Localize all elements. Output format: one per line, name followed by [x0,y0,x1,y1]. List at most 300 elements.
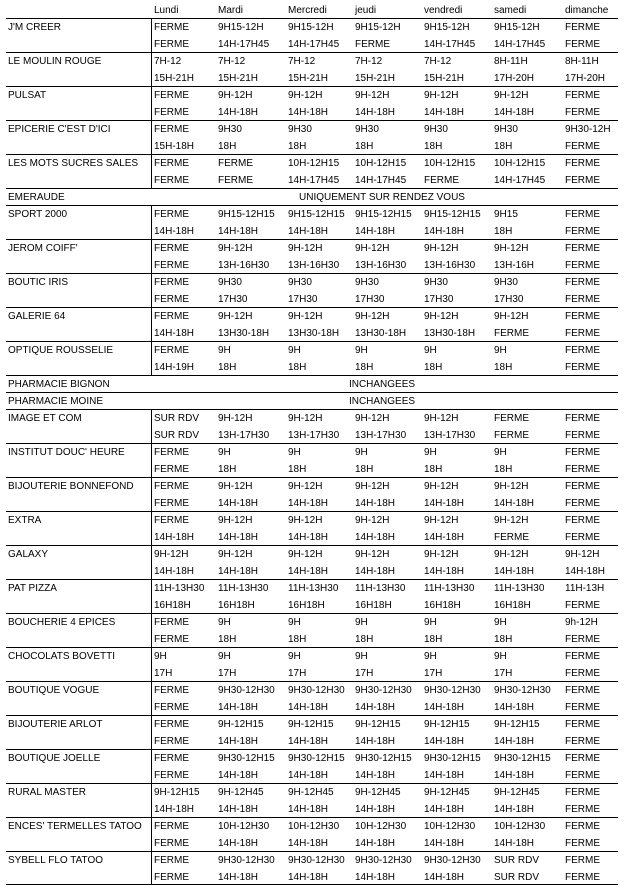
name-divider [151,478,152,511]
hours-cell: FERME [565,668,600,679]
hours-cell: 17H [494,668,513,679]
hours-cell: 14H-18H [565,566,606,577]
hours-cell: 9H-12H [424,90,459,101]
hours-cell: 17H30 [494,294,524,305]
hours-cell: 9H [494,617,507,628]
hours-cell: 15H-21H [424,73,465,84]
name-divider [151,240,152,273]
hours-cell: FERME [154,243,189,254]
day-header-0: Lundi [154,5,179,16]
hours-cell: 14H-18H [218,872,259,883]
hours-cell: 9H [218,447,231,458]
hours-cell: 17H [424,668,443,679]
shop-row [6,681,618,715]
hours-cell: 9H [355,651,368,662]
hours-cell: FERME [565,22,600,33]
hours-cell: 8H-11H [565,56,599,67]
hours-cell: 9H-12H [494,311,529,322]
hours-cell: 9H-12H [355,90,390,101]
shop-name: GALAXY [8,549,49,560]
hours-cell: 9H15-12H [494,22,540,33]
hours-cell: 14H-18H [494,770,535,781]
hours-cell: 9H [154,651,167,662]
hours-cell: FERME [154,685,189,696]
hours-cell: FERME [565,787,600,798]
hours-cell: 14H-18H [288,226,329,237]
hours-cell: 15H-21H [355,73,396,84]
shop-name: SYBELL FLO TATOO [8,855,104,866]
hours-cell: 9H15-12H [424,22,470,33]
day-header-5: samedi [494,5,527,16]
hours-cell: 9H [218,617,231,628]
hours-cell: 13H-16H30 [218,260,270,271]
hours-cell: 9H30-12H30 [424,855,481,866]
hours-cell: 17H30 [424,294,454,305]
shop-name: IMAGE ET COM [8,413,82,424]
day-header-4: vendredi [424,5,463,16]
shop-row [6,851,618,885]
hours-cell: FERME [565,362,600,373]
hours-cell: FERME [154,124,189,135]
hours-cell: 14H-18H [424,226,465,237]
shop-name: BOUTIQUE JOELLE [8,753,101,764]
hours-cell: 9H15-12H15 [288,209,345,220]
hours-cell: 18H [288,362,307,373]
shop-row [6,613,618,647]
name-divider [151,410,152,443]
hours-cell: 10H-12H15 [288,158,340,169]
hours-cell: 11H-13H30 [355,583,406,594]
hours-cell: 9H-12H [424,413,459,424]
hours-cell: 9H-12H [288,90,323,101]
hours-cell: 13H-17H30 [355,430,407,441]
hours-cell: 9H-12H [494,90,529,101]
hours-cell: FERME [154,447,189,458]
hours-cell: 9H-12H15 [355,719,401,730]
name-divider [151,580,152,613]
hours-cell: FERME [154,277,189,288]
hours-cell: 9H15 [494,209,518,220]
hours-cell: 7H-12 [288,56,316,67]
name-divider [151,546,152,579]
hours-cell: 14H-18H [288,804,329,815]
hours-cell: 9H [355,345,368,356]
hours-cell: FERME [565,209,600,220]
hours-cell: 18H [424,634,443,645]
hours-cell: 9H-12H45 [494,787,540,798]
hours-cell: 9H30-12H30 [355,685,412,696]
hours-cell: FERME [154,770,189,781]
hours-cell: FERME [355,39,390,50]
hours-cell: 9H-12H [424,549,459,560]
hours-cell: 14H-18H [154,226,195,237]
shop-row [6,409,618,443]
hours-cell: 9H15-12H15 [218,209,275,220]
shop-name: BIJOUTERIE ARLOT [8,719,103,730]
shop-row [6,307,618,341]
day-header-2: Mercredi [288,5,327,16]
hours-cell: 18H [494,464,513,475]
hours-cell: FERME [218,158,253,169]
hours-cell: 14H-18H [218,107,259,118]
hours-cell: 9H15-12H15 [355,209,412,220]
shop-row [6,715,618,749]
hours-cell: 9H30-12H30 [355,855,412,866]
shop-name: PHARMACIE BIGNON [8,379,110,390]
hours-cell: 9H-12H45 [355,787,401,798]
hours-cell: 18H [355,362,374,373]
hours-cell: FERME [154,719,189,730]
hours-cell: 14H-18H [424,566,465,577]
hours-cell: 9H30 [218,124,242,135]
hours-cell: 9H-12H [355,515,390,526]
hours-cell: FERME [565,804,600,815]
hours-cell: 15H-18H [154,141,195,152]
hours-cell: 9H-12H [355,243,390,254]
hours-cell: 9H30 [288,124,312,135]
shop-note: UNIQUEMENT SUR RENDEZ VOUS [299,192,465,203]
hours-cell: 9H30-12H30 [288,685,345,696]
name-divider [151,784,152,817]
hours-cell: 9H [424,447,437,458]
name-divider [151,274,152,307]
hours-cell: 11H-13H30 [424,583,475,594]
hours-cell: 9H15-12H [355,22,401,33]
hours-cell: FERME [154,753,189,764]
shop-row [6,783,618,817]
hours-cell: 18H [494,634,513,645]
hours-cell: 14H-18H [355,872,396,883]
hours-cell: 13H-17H30 [288,430,340,441]
hours-cell: 7H-12 [424,56,452,67]
hours-cell: FERME [565,413,600,424]
hours-cell: 11H-13H30 [218,583,269,594]
hours-cell: 9H-12H [218,515,253,526]
shop-row [6,392,618,409]
hours-cell: FERME [154,498,189,509]
hours-cell: FERME [565,753,600,764]
hours-cell: 9H-12H [424,311,459,322]
hours-cell: 9H [288,345,301,356]
hours-cell: 14H-18H [218,838,259,849]
hours-cell: 9H-12H [494,243,529,254]
hours-cell: 13H-16H30 [355,260,407,271]
hours-cell: 9H-12H [424,243,459,254]
hours-cell: 10H-12H15 [424,158,476,169]
shop-row [6,273,618,307]
hours-cell: 9H-12H [288,481,323,492]
hours-cell: FERME [154,90,189,101]
hours-cell: 14H-18H [288,702,329,713]
hours-cell: 13H-16H30 [424,260,476,271]
hours-cell: 17H [288,668,307,679]
name-divider [151,87,152,120]
shop-name: LE MOULIN ROUGE [8,56,102,67]
name-divider [151,19,152,52]
hours-cell: 9H-12H45 [218,787,264,798]
hours-cell: 14H-17H45 [288,39,340,50]
hours-cell: 8H-11H [494,56,528,67]
hours-cell: 14H-18H [424,770,465,781]
hours-cell: FERME [494,532,529,543]
shop-row [6,749,618,783]
hours-cell: 9H [424,345,437,356]
hours-cell: 14H-17H45 [424,39,476,50]
hours-cell: 14H-17H45 [288,175,340,186]
shop-row [6,817,618,851]
hours-cell: FERME [565,498,600,509]
hours-cell: 9H30 [494,277,518,288]
hours-cell: 9H30 [288,277,312,288]
hours-cell: 9H [288,447,301,458]
shop-name: RURAL MASTER [8,787,86,798]
hours-cell: 18H [355,464,374,475]
shop-name: EXTRA [8,515,42,526]
hours-cell: 9H-12H15 [218,719,264,730]
hours-cell: 14H-18H [218,804,259,815]
shop-name: BOUTIQUE VOGUE [8,685,100,696]
hours-cell: 9H-12H [154,549,189,560]
hours-cell: 10H-12H30 [424,821,476,832]
hours-cell: 7H-12 [154,56,182,67]
hours-cell: 9H-12H [424,481,459,492]
hours-cell: 14H-18H [288,872,329,883]
hours-cell: FERME [565,328,600,339]
hours-cell: 17H [218,668,237,679]
hours-cell: 17H30 [288,294,318,305]
hours-cell: 9H [355,447,368,458]
hours-cell: 14H-18H [355,770,396,781]
hours-cell: FERME [565,277,600,288]
hours-cell: 11H-13H [565,583,605,594]
hours-cell: 14H-18H [218,532,259,543]
hours-cell: 9H-12H [218,243,253,254]
hours-cell: 14H-18H [355,838,396,849]
hours-cell: 16H18H [218,600,255,611]
hours-cell: 18H [218,464,237,475]
hours-cell: FERME [154,481,189,492]
day-header-1: Mardi [218,5,244,16]
hours-cell: FERME [494,328,529,339]
hours-cell: 9H [288,617,301,628]
hours-cell: 14H-18H [154,532,195,543]
hours-cell: 13H-17H30 [424,430,476,441]
hours-cell: FERME [565,243,600,254]
shop-row [6,239,618,273]
hours-cell: SUR RDV [494,872,540,883]
hours-cell: 10H-12H30 [218,821,270,832]
hours-cell: 9H15-12H15 [424,209,481,220]
shop-name: CHOCOLATS BOVETTI [8,651,116,662]
shop-name: GALERIE 64 [8,311,66,322]
hours-cell: 14H-18H [288,107,329,118]
hours-cell: 9H-12H45 [288,787,334,798]
hours-cell: 9H [424,651,437,662]
hours-cell: 9H-12H [355,549,390,560]
shop-name: PHARMACIE MOINE [8,396,104,407]
hours-cell: 18H [218,362,237,373]
hours-cell: 9H [424,617,437,628]
hours-cell: 16H18H [494,600,531,611]
hours-cell: 14H-18H [355,532,396,543]
shop-name: EMERAUDE [8,192,65,203]
hours-cell: 14H-18H [355,702,396,713]
hours-cell: FERME [565,430,600,441]
hours-cell: 9H30-12H15 [218,753,275,764]
hours-cell: FERME [154,515,189,526]
hours-cell: FERME [565,872,600,883]
hours-cell: 16H18H [154,600,191,611]
shop-name: PAT PIZZA [8,583,57,594]
hours-cell: 18H [218,141,237,152]
hours-cell: 9H30-12H15 [494,753,551,764]
hours-cell: 9H [494,651,507,662]
hours-cell: 17H30 [355,294,385,305]
hours-cell: 18H [288,634,307,645]
hours-cell: 9H-12H [218,481,253,492]
hours-cell: 9H-12H [355,481,390,492]
opening-hours-table [6,4,618,885]
shop-name: J'M CREER [8,22,62,33]
shop-name: BIJOUTERIE BONNEFOND [8,481,134,492]
hours-cell: FERME [565,855,600,866]
hours-cell: 10H-12H30 [494,821,546,832]
hours-cell: 18H [494,362,513,373]
hours-cell: 9H-12H15 [154,787,200,798]
hours-cell: 9H30 [355,124,379,135]
shop-row [6,86,618,120]
name-divider [151,716,152,749]
hours-cell: FERME [154,107,189,118]
hours-cell: 14H-18H [288,566,329,577]
hours-cell: 18H [494,141,513,152]
hours-cell: 14H-18H [424,736,465,747]
hours-cell: 14H-18H [218,566,259,577]
hours-cell: FERME [154,39,189,50]
shop-row [6,443,618,477]
hours-cell: FERME [565,345,600,356]
hours-cell: FERME [154,702,189,713]
hours-cell: 9h-12H [565,617,598,628]
shop-name: EPICERIE C'EST D'ICI [8,124,111,135]
hours-cell: FERME [565,141,600,152]
hours-cell: 13H30-18H [424,328,476,339]
name-divider [151,206,152,239]
hours-cell: 14H-18H [154,328,195,339]
hours-cell: FERME [154,855,189,866]
shop-row [6,375,618,392]
hours-cell: 10H-12H15 [494,158,546,169]
hours-cell: FERME [154,158,189,169]
name-divider [151,818,152,851]
hours-cell: FERME [565,464,600,475]
hours-cell: FERME [154,294,189,305]
hours-cell: FERME [565,651,600,662]
hours-cell: 9H30 [355,277,379,288]
hours-cell: 9H30-12H15 [424,753,481,764]
hours-cell: 7H-12 [355,56,383,67]
hours-cell: 9H-12H15 [424,719,470,730]
hours-cell: 18H [218,634,237,645]
name-divider [151,155,152,188]
hours-cell: 14H-18H [424,498,465,509]
hours-cell: 9H30-12H30 [218,855,275,866]
hours-cell: 9H-12H15 [288,719,334,730]
hours-cell: 14H-18H [424,804,465,815]
hours-cell: 14H-17H45 [218,39,270,50]
shop-row [6,120,618,154]
hours-cell: FERME [565,158,600,169]
hours-cell: 14H-18H [154,566,195,577]
hours-cell: 14H-18H [288,532,329,543]
hours-cell: 14H-18H [288,736,329,747]
hours-cell: 17H [355,668,374,679]
hours-cell: FERME [565,634,600,645]
hours-cell: 10H-12H30 [288,821,340,832]
hours-cell: 18H [424,464,443,475]
hours-cell: FERME [565,39,600,50]
shop-row [6,52,618,86]
hours-cell: 9H-12H [355,311,390,322]
hours-cell: 9H30-12H30 [494,685,551,696]
shop-name: BOUCHERIE 4 EPICES [8,617,116,628]
hours-cell: 17H-20H [565,73,606,84]
hours-cell: 13H30-18H [355,328,407,339]
hours-cell: 14H-18H [218,770,259,781]
hours-cell: FERME [565,294,600,305]
hours-cell: FERME [154,175,189,186]
hours-cell: 14H-18H [424,532,465,543]
hours-cell: 14H-18H [424,107,465,118]
hours-cell: 16H18H [288,600,325,611]
shop-note: INCHANGEES [348,379,416,390]
hours-cell: 14H-18H [218,226,259,237]
hours-cell: 9H30-12H30 [218,685,275,696]
name-divider [151,444,152,477]
shop-row [6,647,618,681]
hours-cell: 14H-18H [424,838,465,849]
hours-cell: 14H-18H [494,838,535,849]
hours-cell: FERME [494,430,529,441]
name-divider [151,682,152,715]
hours-cell: 14H-18H [494,498,535,509]
hours-cell: 18H [288,464,307,475]
hours-cell: 9H-12H [494,515,529,526]
hours-cell: FERME [218,175,253,186]
hours-cell: FERME [565,107,600,118]
hours-cell: FERME [565,770,600,781]
hours-cell: 18H [424,362,443,373]
hours-cell: 11H-13H30 [154,583,205,594]
hours-cell: 14H-18H [355,226,396,237]
shop-name: JEROM COIFF' [8,243,78,254]
hours-cell: FERME [565,532,600,543]
hours-cell: 9H-12H [218,413,253,424]
shop-rows [6,18,618,885]
hours-cell: 14H-18H [355,804,396,815]
hours-cell: 14H-18H [218,498,259,509]
hours-cell: 14H-18H [218,736,259,747]
shop-row [6,579,618,613]
hours-cell: 14H-18H [218,702,259,713]
hours-cell: 14H-18H [494,702,535,713]
hours-cell: FERME [154,345,189,356]
hours-cell: 9H-12H [288,311,323,322]
hours-cell: FERME [565,838,600,849]
hours-cell: 9H30-12H [565,124,611,135]
hours-cell: 9H-12H [355,413,390,424]
hours-cell: 18H [424,141,443,152]
